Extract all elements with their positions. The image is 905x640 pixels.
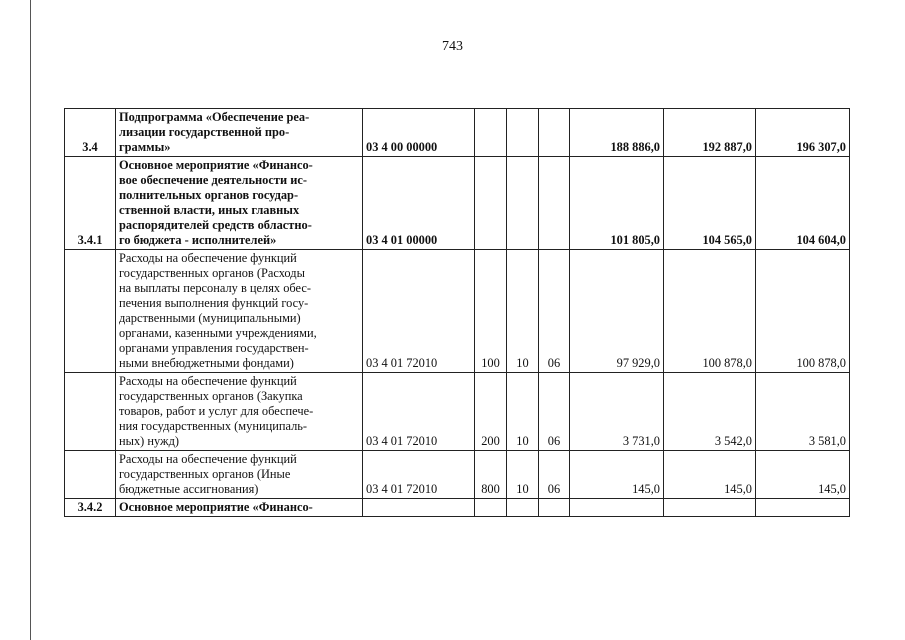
row-amount-year3 bbox=[756, 499, 850, 517]
page-number: 743 bbox=[442, 39, 463, 54]
row-vr-code bbox=[475, 499, 507, 517]
row-rz-code: 10 bbox=[507, 451, 539, 499]
row-amount-year2: 100 878,0 bbox=[664, 250, 756, 373]
row-amount-year3: 196 307,0 bbox=[756, 109, 850, 157]
row-csr-code: 03 4 01 72010 bbox=[363, 250, 475, 373]
row-csr-code: 03 4 01 72010 bbox=[363, 451, 475, 499]
row-rz-code bbox=[507, 157, 539, 250]
row-csr-code: 03 4 01 00000 bbox=[363, 157, 475, 250]
table-row bbox=[65, 499, 850, 517]
row-csr-code bbox=[363, 499, 475, 517]
table-row bbox=[65, 250, 850, 373]
row-rz-code bbox=[507, 499, 539, 517]
row-csr-code: 03 4 01 72010 bbox=[363, 373, 475, 451]
row-vr-code bbox=[475, 157, 507, 250]
row-vr-code: 800 bbox=[475, 451, 507, 499]
row-vr-code: 100 bbox=[475, 250, 507, 373]
row-amount-year1 bbox=[570, 499, 664, 517]
row-name: Основное мероприятие «Финансо- вое обеспечение деятельности ис- полнительных органов государ- ственной власти, иных главных распорядителей средств областно- го бюджета - исполнителей» bbox=[116, 157, 363, 250]
row-code: 3.4.2 bbox=[65, 499, 116, 517]
table-row bbox=[65, 373, 850, 451]
row-name: Подпрограмма «Обеспечение реа- лизации государственной про- граммы» bbox=[116, 109, 363, 157]
row-vr-code: 200 bbox=[475, 373, 507, 451]
row-code bbox=[65, 451, 116, 499]
row-amount-year1: 145,0 bbox=[570, 451, 664, 499]
row-code bbox=[65, 250, 116, 373]
row-amount-year1: 188 886,0 bbox=[570, 109, 664, 157]
row-pr-code: 06 bbox=[539, 451, 570, 499]
row-amount-year2: 3 542,0 bbox=[664, 373, 756, 451]
row-pr-code bbox=[539, 499, 570, 517]
row-code: 3.4 bbox=[65, 109, 116, 157]
row-amount-year2: 145,0 bbox=[664, 451, 756, 499]
row-vr-code bbox=[475, 109, 507, 157]
row-name: Основное мероприятие «Финансо- bbox=[116, 499, 363, 517]
row-rz-code: 10 bbox=[507, 373, 539, 451]
row-amount-year2 bbox=[664, 499, 756, 517]
row-amount-year3: 104 604,0 bbox=[756, 157, 850, 250]
row-pr-code: 06 bbox=[539, 250, 570, 373]
row-name: Расходы на обеспечение функций государственных органов (Иные бюджетные ассигнования) bbox=[116, 451, 363, 499]
row-name: Расходы на обеспечение функций государственных органов (Расходы на выплаты персоналу в целях обес- печения выполнения функций госу- дарственными (муниципальными) органами, казенными учреждениями, органами управления государствен- ными внебюджетными фондами) bbox=[116, 250, 363, 373]
row-amount-year1: 101 805,0 bbox=[570, 157, 664, 250]
row-amount-year3: 3 581,0 bbox=[756, 373, 850, 451]
table-row bbox=[65, 451, 850, 499]
table-row bbox=[65, 109, 850, 157]
row-csr-code: 03 4 00 00000 bbox=[363, 109, 475, 157]
page-left-rule bbox=[30, 0, 31, 640]
row-amount-year1: 3 731,0 bbox=[570, 373, 664, 451]
row-rz-code: 10 bbox=[507, 250, 539, 373]
row-amount-year2: 104 565,0 bbox=[664, 157, 756, 250]
row-rz-code bbox=[507, 109, 539, 157]
table-row bbox=[65, 157, 850, 250]
row-amount-year1: 97 929,0 bbox=[570, 250, 664, 373]
row-name: Расходы на обеспечение функций государственных органов (Закупка товаров, работ и услуг для обеспече- ния государственных (муниципаль- ных) нужд) bbox=[116, 373, 363, 451]
row-amount-year3: 145,0 bbox=[756, 451, 850, 499]
row-pr-code: 06 bbox=[539, 373, 570, 451]
row-pr-code bbox=[539, 109, 570, 157]
row-code: 3.4.1 bbox=[65, 157, 116, 250]
budget-table bbox=[64, 108, 850, 517]
row-pr-code bbox=[539, 157, 570, 250]
row-amount-year2: 192 887,0 bbox=[664, 109, 756, 157]
row-amount-year3: 100 878,0 bbox=[756, 250, 850, 373]
row-code bbox=[65, 373, 116, 451]
